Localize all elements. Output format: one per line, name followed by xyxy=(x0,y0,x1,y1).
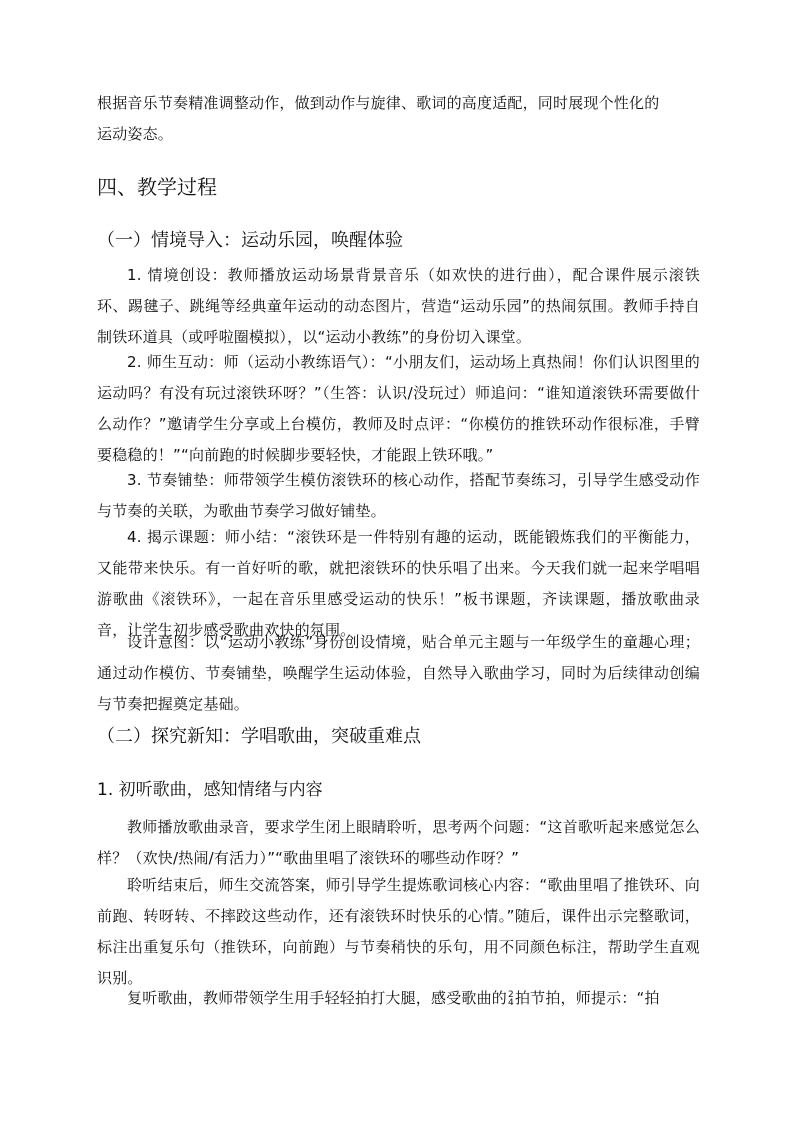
part2-sub1-heading: 1. 初听歌曲，感知情绪与内容 xyxy=(97,780,323,800)
part2-heading: （二）探究新知：学唱歌曲，突破重难点 xyxy=(97,726,421,747)
part1-paragraph-4: 4. 揭示课题：师小结：“滚铁环是一件特别有趣的运动，既能锻炼我们的平衡能力，又能带来快乐。有一首好听的歌，就把滚铁环的快乐唱了出来。今天我们就一起来学唱唱游歌曲《滚铁环》，一起在音乐里感受运动的快乐！”板书课题，齐读课题，播放歌曲录音，让学生初步感受歌曲欢快的氛围。 xyxy=(97,528,700,639)
intro-line-2: 运动姿态。 xyxy=(97,125,174,143)
part2-paragraph-1: 教师播放歌曲录音，要求学生闭上眼睛聆听，思考两个问题：“这首歌听起来感觉怎么样？（欢快/热闹/有活力）”“歌曲里唱了滚铁环的哪些动作呀？” xyxy=(97,818,700,867)
part1-paragraph-3: 3. 节奏铺垫：师带领学生模仿滚铁环的核心动作，搭配节奏练习，引导学生感受动作与节奏的关联，为歌曲节奏学习做好铺垫。 xyxy=(97,471,700,520)
intro-paragraph xyxy=(97,88,700,150)
section-4-heading: 四、教学过程 xyxy=(97,175,217,199)
design-intent-paragraph: 设计意图：以“运动小教练”身份创设情境，贴合单元主题与一年级学生的童趣心理；通过动作模仿、节奏铺垫，唤醒学生运动体验，自然导入歌曲学习，同时为后续律动创编与节奏把握奠定基础。 xyxy=(97,633,700,713)
fraction-numerator: 2 xyxy=(508,989,514,1000)
time-signature-fraction xyxy=(508,991,514,1007)
part2-p3-text-before: 复听歌曲，教师带领学生用手轻轻拍打大腿，感受歌曲的 xyxy=(127,989,508,1007)
intro-line-1: 根据音乐节奏精准调整动作，做到动作与旋律、歌词的高度适配，同时展现个性化的 xyxy=(97,94,660,112)
fraction-denominator: 4 xyxy=(508,997,514,1008)
part1-heading: （一）情境导入：运动乐园，唤醒体验 xyxy=(97,230,403,251)
part1-paragraph-1: 1. 情境创设：教师播放运动场景背景音乐（如欢快的进行曲），配合课件展示滚铁环、踢毽子、跳绳等经典童年运动的动态图片，营造“运动乐园”的热闹氛围。教师手持自制铁环道具（或呼啦圈模拟），以“运动小教练”的身份切入课堂。 xyxy=(97,266,700,346)
part2-p3-text-after: 拍节拍，师提示：“拍 xyxy=(514,989,660,1007)
part2-paragraph-2: 聆听结束后，师生交流答案，师引导学生提炼歌词核心内容：“歌曲里唱了推铁环、向前跑、转呀转、不摔跤这些动作，还有滚铁环时快乐的心情。”随后，课件出示完整歌词，标注出重复乐句（推铁环，向前跑）与节奏稍快的乐句，用不同颜色标注，帮助学生直观识别。 xyxy=(97,876,700,987)
part1-paragraph-2: 2. 师生互动：师（运动小教练语气）：“小朋友们，运动场上真热闹！你们认识图里的运动吗？有没有玩过滚铁环呀？”（生答：认识/没玩过）师追问：“谁知道滚铁环需要做什么动作？”邀请学生分享或上台模仿，教师及时点评：“你模仿的推铁环动作很标准，手臂要稳稳的！”“向前跑的时候脚步要轻快，才能跟上铁环哦。” xyxy=(97,353,700,464)
part2-paragraph-3 xyxy=(97,983,700,1014)
